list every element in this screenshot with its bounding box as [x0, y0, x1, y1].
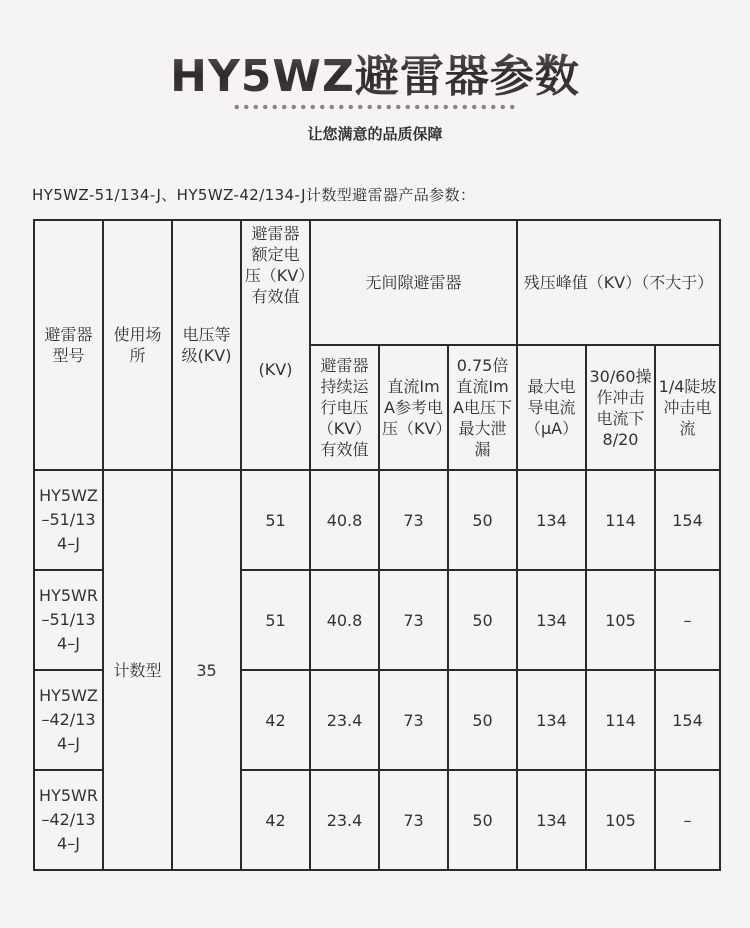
- cell-dc-ref: 73: [379, 470, 448, 570]
- cell-usage: 计数型: [103, 470, 172, 870]
- cell-switching: 114: [586, 470, 655, 570]
- cell-steep: –: [655, 770, 720, 870]
- header-steep-impulse: 1/4陡坡冲击电流: [655, 345, 720, 470]
- row-model: HY5WR–51/134–J: [34, 570, 103, 670]
- header-gapless: 无间隙避雷器: [310, 220, 517, 345]
- header-rated-voltage: 避雷器额定电压（KV）有效值 (KV): [241, 220, 310, 470]
- cell-rated: 42: [241, 770, 310, 870]
- cell-continuous: 40.8: [310, 570, 379, 670]
- table-row: [34, 470, 720, 570]
- cell-continuous: 40.8: [310, 470, 379, 570]
- cell-continuous: 23.4: [310, 770, 379, 870]
- header-rated-voltage-unit: (KV): [258, 360, 293, 379]
- cell-switching: 105: [586, 570, 655, 670]
- header-voltage-class: 电压等级(KV): [172, 220, 241, 470]
- cell-continuous: 23.4: [310, 670, 379, 770]
- cell-leak: 50: [448, 770, 517, 870]
- cell-leak: 50: [448, 470, 517, 570]
- cell-max-current: 134: [517, 470, 586, 570]
- cell-switching: 114: [586, 670, 655, 770]
- row-model: HY5WZ–42/134–J: [34, 670, 103, 770]
- header-model: 避雷器型号: [34, 220, 103, 470]
- header-max-current: 最大电导电流（μA）: [517, 345, 586, 470]
- cell-voltage-class: 35: [172, 470, 241, 870]
- cell-rated: 51: [241, 570, 310, 670]
- cell-leak: 50: [448, 670, 517, 770]
- cell-max-current: 134: [517, 570, 586, 670]
- page-title: HY5WZ避雷器参数: [0, 40, 750, 104]
- subtitle: 让您满意的品质保障: [307, 125, 443, 143]
- header-switching-impulse: 30/60操作冲击电流下8/20: [586, 345, 655, 470]
- cell-dc-ref: 73: [379, 670, 448, 770]
- cell-rated: 51: [241, 470, 310, 570]
- cell-steep: 154: [655, 670, 720, 770]
- cell-max-current: 134: [517, 770, 586, 870]
- cell-dc-ref: 73: [379, 570, 448, 670]
- cell-steep: 154: [655, 470, 720, 570]
- row-model: HY5WR–42/134–J: [34, 770, 103, 870]
- parameter-table: [33, 219, 721, 871]
- header-residual: 残压峰值（KV）（不大于）: [517, 220, 720, 345]
- cell-max-current: 134: [517, 670, 586, 770]
- cell-steep: –: [655, 570, 720, 670]
- table-caption: HY5WZ-51/134-J、HY5WZ-42/134-J计数型避雷器产品参数：: [32, 186, 476, 204]
- header-leakage: 0.75倍直流ImA电压下最大泄漏: [448, 345, 517, 470]
- cell-switching: 105: [586, 770, 655, 870]
- header-usage: 使用场所: [103, 220, 172, 470]
- row-model: HY5WZ–51/134–J: [34, 470, 103, 570]
- header-continuous-voltage: 避雷器持续运行电压（KV）有效值: [310, 345, 379, 470]
- cell-leak: 50: [448, 570, 517, 670]
- dotted-divider: [232, 104, 518, 110]
- cell-dc-ref: 73: [379, 770, 448, 870]
- cell-rated: 42: [241, 670, 310, 770]
- header-dc-reference: 直流ImA参考电压（KV）: [379, 345, 448, 470]
